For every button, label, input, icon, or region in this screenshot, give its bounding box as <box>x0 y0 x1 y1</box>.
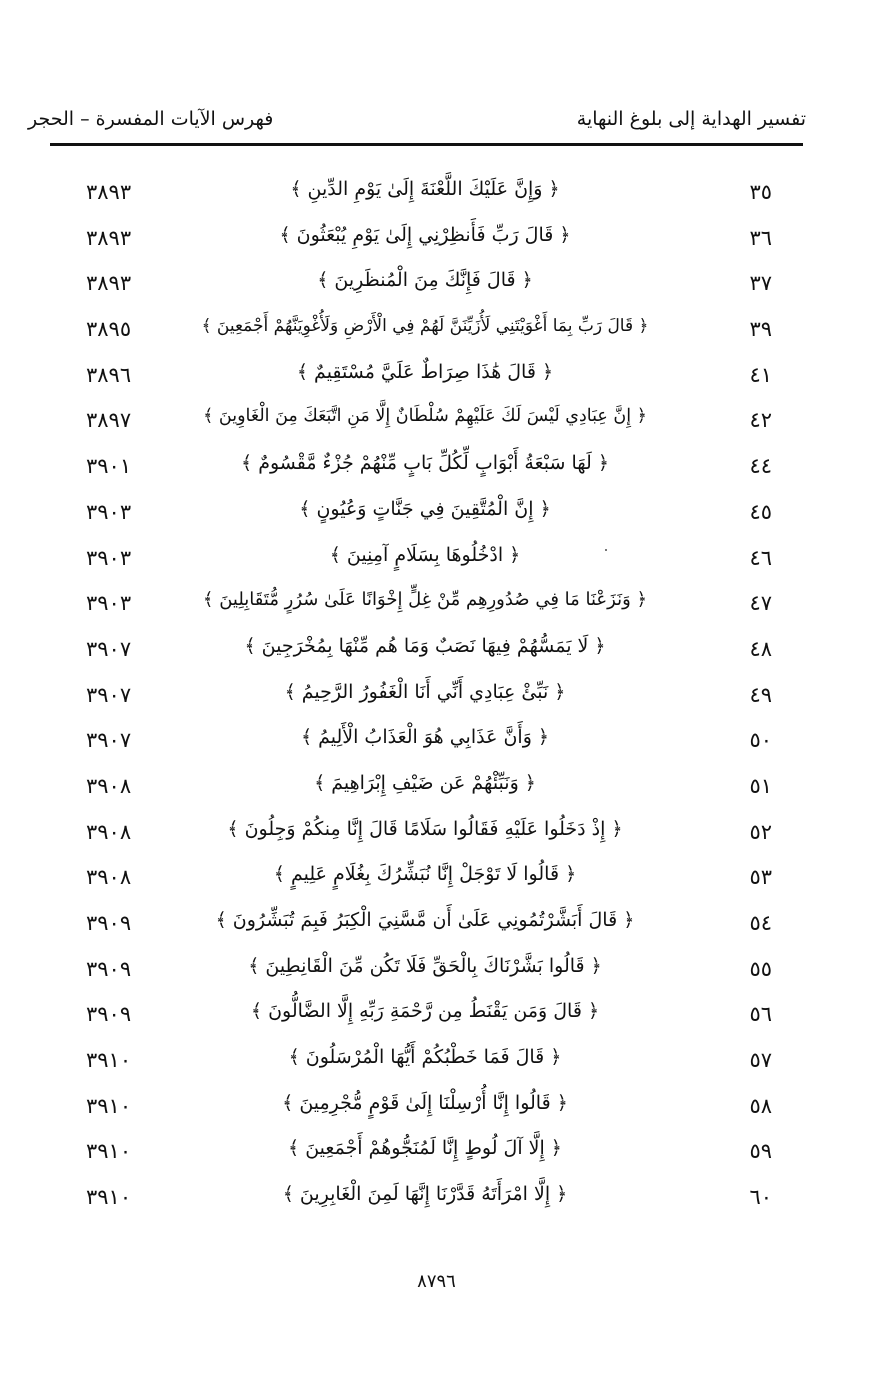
verse-text: ﴿ وَإِنَّ عَلَيْكَ اللَّعْنَةَ إِلَىٰ يَوْمِ الدِّينِ ﴾ <box>290 178 560 200</box>
page-reference: ٣٩٠٣ <box>86 499 132 524</box>
page-reference: ٣٨٩٣ <box>86 180 132 204</box>
index-row <box>60 994 800 1040</box>
verse-number: ٤٤ <box>749 454 772 479</box>
verse-text: ﴿ وَنَبِّئْهُمْ عَن ضَيْفِ إِبْرَاهِيمَ ﴾ <box>314 771 536 794</box>
index-row <box>60 1086 800 1132</box>
index-row <box>60 949 800 995</box>
page-reference: ٣٩٠٩ <box>86 1002 132 1027</box>
verse-number: ٣٦ <box>749 225 772 250</box>
index-row <box>60 1131 800 1177</box>
header-divider <box>50 143 803 146</box>
verse-text: ﴿ قَالُوا لَا تَوْجَلْ إِنَّا نُبَشِّرُكَ بِغُلَامٍ عَلِيمٍ ﴾ <box>273 863 577 886</box>
page-reference: ٣٩٠٩ <box>86 956 132 981</box>
page-reference: ٣٨٩٦ <box>86 362 132 387</box>
page-reference: ٣٩٠٧ <box>86 682 132 707</box>
index-row <box>60 720 800 766</box>
verse-number: ٤١ <box>749 362 772 387</box>
verse-text: ﴿ قَالُوا إِنَّا أُرْسِلْنَا إِلَىٰ قَوْمٍ مُّجْرِمِينَ ﴾ <box>282 1091 568 1114</box>
index-title: فهرس الآيات المفسرة – الحجر <box>28 108 274 130</box>
verse-number: ٤٦ <box>749 545 772 570</box>
page-reference: ٣٩٠٣ <box>86 545 132 570</box>
verse-text: ﴿ قَالَ أَبَشَّرْتُمُونِي عَلَىٰ أَن مَّسَّنِيَ الْكِبَرُ فَبِمَ تُبَشِّرُونَ ﴾ <box>215 909 635 931</box>
verse-text: ﴿ قَالَ فَإِنَّكَ مِنَ الْمُنظَرِينَ ﴾ <box>317 269 533 292</box>
print-speck <box>605 549 607 551</box>
verse-text: ﴿ قَالُوا بَشَّرْنَاكَ بِالْحَقِّ فَلَا تَكُن مِّنَ الْقَانِطِينَ ﴾ <box>248 954 602 977</box>
book-title: تفسير الهداية إلى بلوغ النهاية <box>576 108 806 130</box>
verse-text: ﴿ نَبِّئْ عِبَادِي أَنِّي أَنَا الْغَفُورُ الرَّحِيمُ ﴾ <box>284 680 566 703</box>
verse-number: ٥٦ <box>749 1002 772 1027</box>
verse-number: ٥٤ <box>749 911 772 935</box>
page-reference: ٣٩١٠ <box>86 1048 132 1073</box>
verse-number: ٣٥ <box>749 180 772 204</box>
verse-text: ﴿ إِلَّا امْرَأَتَهُ قَدَّرْنَا إِنَّهَا لَمِنَ الْغَابِرِينَ ﴾ <box>282 1183 568 1206</box>
index-row <box>60 675 800 721</box>
page-reference: ٣٩١٠ <box>86 1139 132 1164</box>
index-row <box>60 903 800 949</box>
index-row <box>60 446 800 492</box>
verse-index-list <box>60 172 800 1223</box>
verse-number: ٥٣ <box>749 865 772 890</box>
verse-text: ﴿ إِذْ دَخَلُوا عَلَيْهِ فَقَالُوا سَلَامًا قَالَ إِنَّا مِنكُمْ وَجِلُونَ ﴾ <box>227 817 623 840</box>
verse-text: ﴿ قَالَ هَٰذَا صِرَاطٌ عَلَيَّ مُسْتَقِيمٌ ﴾ <box>296 360 554 383</box>
page-reference: ٣٩٠٩ <box>86 911 132 935</box>
page-reference: ٣٨٩٧ <box>86 408 132 433</box>
page-reference: ٣٩٠٧ <box>86 728 132 753</box>
index-row <box>60 857 800 903</box>
verse-text: ﴿ ادْخُلُوهَا بِسَلَامٍ آمِنِينَ ﴾ <box>329 543 521 566</box>
verse-number: ٣٩ <box>749 317 772 342</box>
verse-number: ٦٠ <box>749 1185 772 1210</box>
page-reference: ٣٩٠٨ <box>86 865 132 890</box>
page-reference: ٣٩٠٣ <box>86 591 132 616</box>
running-header <box>28 108 806 138</box>
page-reference: ٣٨٩٣ <box>86 271 132 296</box>
verse-text: ﴿ إِنَّ الْمُتَّقِينَ فِي جَنَّاتٍ وَعُيُونٍ ﴾ <box>299 497 551 520</box>
page-reference: ٣٩٠٧ <box>86 636 132 661</box>
page-reference: ٣٩٠٨ <box>86 819 132 844</box>
verse-text: ﴿ قَالَ رَبِّ فَأَنظِرْنِي إِلَىٰ يَوْمِ يُبْعَثُونَ ﴾ <box>279 223 571 246</box>
index-row <box>60 1040 800 1086</box>
verse-number: ٥٧ <box>749 1048 772 1073</box>
verse-number: ٤٨ <box>749 636 772 661</box>
verse-number: ٤٢ <box>749 408 772 433</box>
verse-number: ٥٠ <box>749 728 772 753</box>
verse-number: ٥٥ <box>749 956 772 981</box>
verse-text: ﴿ وَأَنَّ عَذَابِي هُوَ الْعَذَابُ الْأَلِيمُ ﴾ <box>300 726 550 749</box>
index-row <box>60 629 800 675</box>
verse-text: ﴿ لَهَا سَبْعَةُ أَبْوَابٍ لِّكُلِّ بَابٍ مِّنْهُمْ جُزْءٌ مَّقْسُومٌ ﴾ <box>241 452 609 475</box>
verse-number: ٥٢ <box>749 819 772 844</box>
index-row <box>60 309 800 355</box>
index-row <box>60 355 800 401</box>
index-row <box>60 1177 800 1223</box>
verse-text: ﴿ قَالَ فَمَا خَطْبُكُمْ أَيُّهَا الْمُرْسَلُونَ ﴾ <box>288 1046 562 1069</box>
index-row <box>60 538 800 584</box>
page-reference: ٣٩٠٨ <box>86 773 132 798</box>
verse-number: ٣٧ <box>749 271 772 296</box>
verse-number: ٤٥ <box>749 499 772 524</box>
verse-number: ٤٧ <box>749 591 772 616</box>
index-row <box>60 766 800 812</box>
index-row <box>60 172 800 218</box>
page-reference: ٣٨٩٣ <box>86 225 132 250</box>
verse-text: ﴿ لَا يَمَسُّهُمْ فِيهَا نَصَبٌ وَمَا هُم مِّنْهَا بِمُخْرَجِينَ ﴾ <box>244 634 606 657</box>
page-reference: ٣٩١٠ <box>86 1185 132 1210</box>
page-reference: ٣٩١٠ <box>86 1093 132 1118</box>
verse-number: ٤٩ <box>749 682 772 707</box>
index-row <box>60 263 800 309</box>
verse-text: ﴿ قَالَ رَبِّ بِمَا أَغْوَيْتَنِي لَأُزَيِّنَنَّ لَهُمْ فِي الْأَرْضِ وَلَأُغْوِيَنَّهُمْ أَجْمَعِينَ ﴾ <box>201 316 649 337</box>
index-row <box>60 218 800 264</box>
index-row <box>60 583 800 629</box>
index-row <box>60 492 800 538</box>
page-reference: ٣٩٠١ <box>86 454 132 479</box>
verse-number: ٥٨ <box>749 1093 772 1118</box>
index-row <box>60 812 800 858</box>
page-reference: ٣٨٩٥ <box>86 317 132 342</box>
verse-text: ﴿ قَالَ وَمَن يَقْنَطُ مِن رَّحْمَةِ رَبِّهِ إِلَّا الضَّالُّونَ ﴾ <box>250 1000 600 1023</box>
verse-number: ٥١ <box>749 773 772 798</box>
verse-text: ﴿ إِنَّ عِبَادِي لَيْسَ لَكَ عَلَيْهِمْ سُلْطَانٌ إِلَّا مَنِ اتَّبَعَكَ مِنَ الْغَاوِينَ ﴾ <box>203 406 647 427</box>
verse-text: ﴿ وَنَزَعْنَا مَا فِي صُدُورِهِم مِّنْ غِلٍّ إِخْوَانًا عَلَىٰ سُرُرٍ مُّتَقَابِلِينَ ﴾ <box>202 589 648 611</box>
index-row <box>60 400 800 446</box>
page-number: ٨٧٩٦ <box>417 1271 456 1292</box>
verse-number: ٥٩ <box>749 1139 772 1164</box>
verse-text: ﴿ إِلَّا آلَ لُوطٍ إِنَّا لَمُنَجُّوهُمْ أَجْمَعِينَ ﴾ <box>288 1137 562 1160</box>
